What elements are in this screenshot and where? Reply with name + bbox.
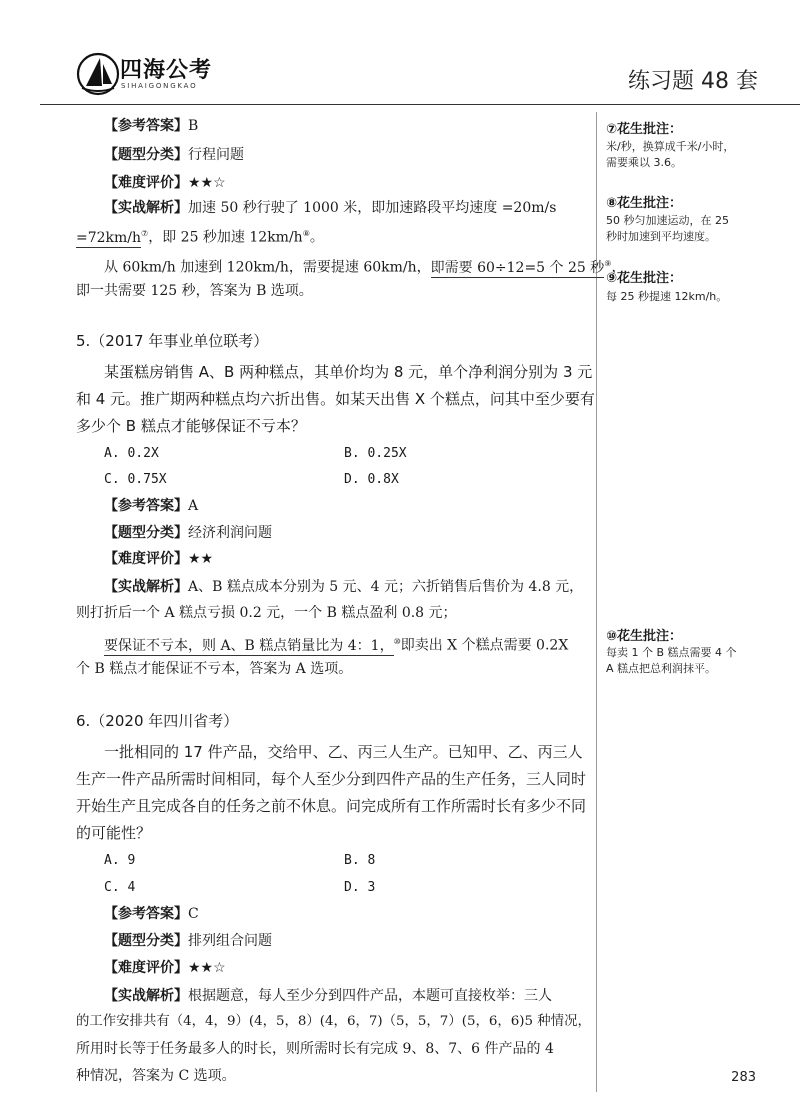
category-value: 行程问题 [188,147,244,163]
question-6-stem: 一批相同的 17 件产品，交给甲、乙、丙三人生产。已知甲、乙、丙三人 [104,743,583,761]
difficulty-stars: ★★☆ [188,175,226,191]
logo-subtitle: SIHAIGONGKAO [121,82,198,90]
question-5-stem: 多少个 B 糕点才能够保证不亏本？ [76,417,306,435]
answer-value: A [188,498,199,514]
question-6-stem: 的可能性？ [76,824,152,842]
answer-value: C [188,906,199,922]
option-c: C. 0.75X [104,472,167,487]
analysis-text: 即卖出 X 个糕点需要 0.2X [400,637,569,654]
answer-label: 【参考答案】 [104,906,188,922]
question-5-stem: 某蛋糕房销售 A、B 两种糕点，其单价均为 8 元，单个净利润分别为 3 元 [104,363,593,381]
side-note-8-text: 50 秒匀加速运动，在 25 [606,214,729,227]
question-6-stem: 生产一件产品所需时间相同，每个人至少分到四件产品的生产任务，三人同时 [76,770,587,788]
side-note-9-text: 每 25 秒提速 12km/h。 [606,290,728,303]
side-note-10-title: ⑩花生批注： [606,629,683,644]
category-value: 经济利润问题 [188,525,272,541]
side-note-7-title: ⑦花生批注： [606,122,683,137]
category-value: 排列组合问题 [188,933,272,949]
category-line-5 [104,523,272,543]
analysis-text: 个 B 糕点才能保证不亏本，答案为 A 选项。 [76,661,353,677]
analysis-line-6-2: 的工作安排共有（4，4，9）(4，5，8）(4，6，7)（5，5，7）(5，6，6)5 种情况， [76,1014,591,1029]
difficulty-stars: ★★ [188,551,214,567]
side-note-10-text: A 糕点把总利润抹平。 [606,662,717,675]
category-label: 【题型分类】 [104,933,188,949]
analysis-line-2 [76,224,324,248]
option-d: D. 3 [344,880,376,895]
option-d: D. 0.8X [344,472,399,487]
difficulty-line-5 [104,549,213,569]
side-note-9-title: ⑨花生批注： [606,271,683,286]
option-a: A. 0.2X [104,446,159,461]
difficulty-label: 【难度评价】 [104,551,188,567]
category-line-1 [104,145,244,165]
analysis-text: 即需要 60÷12=5 个 25 秒 [430,259,605,276]
answer-line-1 [104,116,198,136]
side-note-7-text: 需要乘以 3.6。 [606,156,682,169]
analysis-text: 加速 50 秒行驶了 1000 米，即加速路段平均速度 =20m/s [188,200,557,216]
analysis-text: 从 60km/h 加速到 120km/h，需要提速 60km/h， [104,259,431,276]
category-label: 【题型分类】 [104,147,188,163]
analysis-line-6-4: 种情况，答案为 C 选项。 [76,1068,236,1084]
difficulty-line-1 [104,173,226,193]
difficulty-label: 【难度评价】 [104,960,188,976]
analysis-label: 【实战解析】 [104,200,188,216]
analysis-line-5-1 [104,577,583,597]
category-label: 【题型分类】 [104,525,188,541]
note-ref: ⑨ [604,259,612,268]
answer-line-6 [104,904,199,924]
option-b: B. 0.25X [344,446,407,461]
page-number: 283 [731,1070,756,1085]
analysis-text: A、B 糕点成本分别为 5 元、4 元；六折销售后售价为 4.8 元， [188,579,584,595]
analysis-text: 要保证不亏本，则 A、B 糕点销量比为 4：1， [104,637,394,654]
analysis-text: =72km/h [76,229,142,246]
analysis-line-1 [104,198,556,218]
analysis-line-5-4 [76,659,352,679]
analysis-text: 则打折后一个 A 糕点亏损 0.2 元，一个 B 糕点盈利 0.8 元； [76,605,457,621]
analysis-label: 【实战解析】 [104,988,188,1004]
analysis-text: ，即 25 秒加速 12km/h [148,229,303,246]
side-note-7-text: 米/秒，换算成千米/小时， [606,140,735,153]
analysis-line-4 [76,281,313,301]
analysis-text: ， [611,259,626,276]
side-note-8-title: ⑧花生批注： [606,196,683,211]
analysis-line-3 [104,254,625,278]
difficulty-line-6 [104,958,226,978]
analysis-line-5-2 [76,603,457,623]
difficulty-stars: ★★☆ [188,960,226,976]
question-5-stem: 和 4 元。推广期两种糕点均六折出售。如某天出售 X 个糕点，问其中至少要有 [76,390,595,408]
question-6-stem: 开始生产且完成各自的任务之前不休息。问完成所有工作所需时长有多少不同 [76,797,587,815]
analysis-line-6-1 [104,986,552,1006]
answer-value: B [188,118,199,134]
note-ref: ⑩ [393,637,401,646]
option-b: B. 8 [344,853,376,868]
question-6-title: 6.（2020 年四川省考） [76,712,239,730]
analysis-text: 根据题意，每人至少分到四件产品，本题可直接枚举：三人 [188,988,552,1004]
question-5-title: 5.（2017 年事业单位联考） [76,332,269,350]
analysis-text: 即一共需要 125 秒，答案为 B 选项。 [76,283,313,299]
answer-line-5 [104,496,198,516]
category-line-6 [104,931,272,951]
side-note-8-text: 秒时加速到平均速度。 [606,230,716,243]
header-divider [40,104,800,105]
analysis-line-6-3: 所用时长等于任务最多人的时长，则所需时长有完成 9、8、7、6 件产品的 4 [76,1041,554,1057]
side-note-10-text: 每卖 1 个 B 糕点需要 4 个 [606,646,737,659]
answer-label: 【参考答案】 [104,498,188,514]
analysis-line-5-3 [104,632,568,656]
option-c: C. 4 [104,880,136,895]
analysis-label: 【实战解析】 [104,579,188,595]
header-title: 练习题 48 套 [628,69,758,94]
note-ref: ⑦ [141,229,149,238]
answer-label: 【参考答案】 [104,118,188,134]
option-a: A. 9 [104,853,136,868]
note-ref: ⑧ [302,229,310,238]
difficulty-label: 【难度评价】 [104,175,188,191]
analysis-text: 。 [309,229,324,246]
logo-text: 四海公考 [120,58,213,83]
